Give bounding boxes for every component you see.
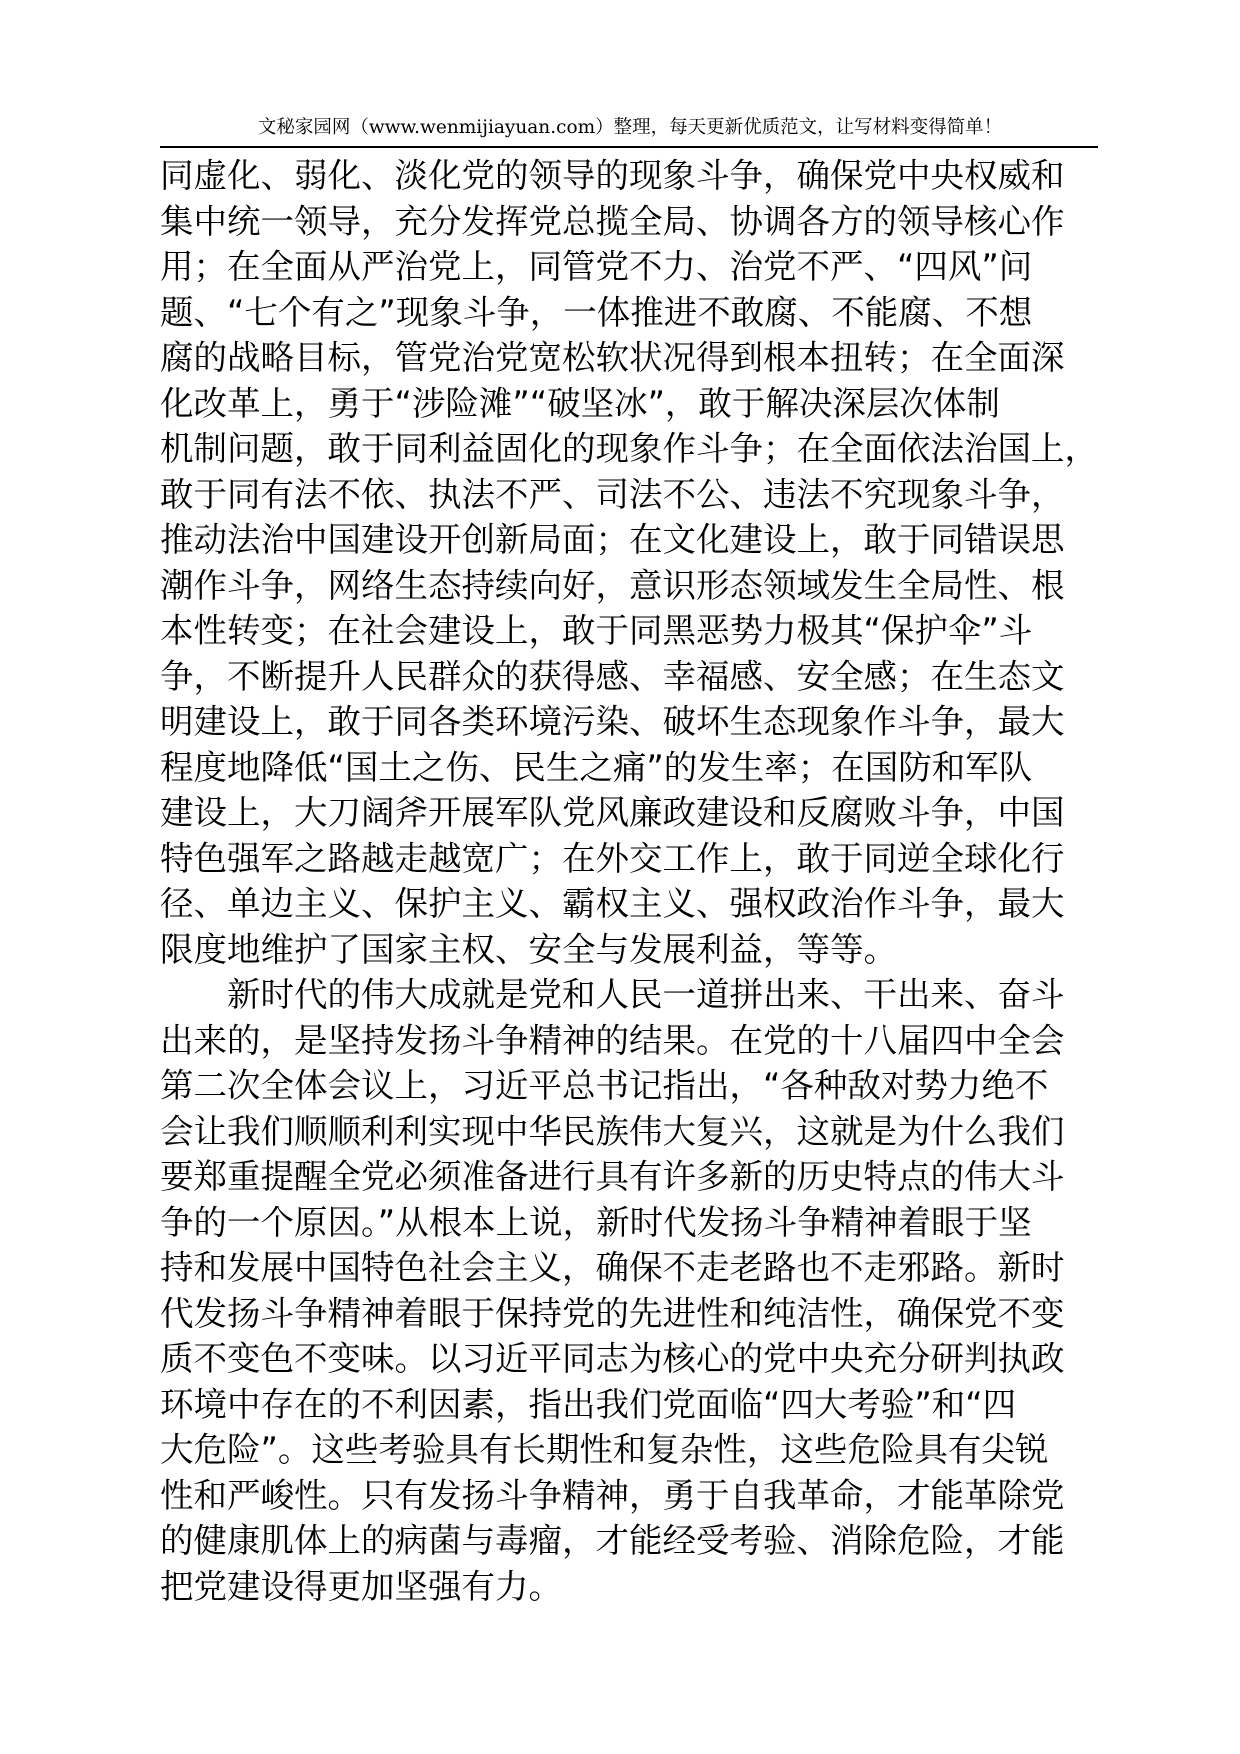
text-line: 化改革上，勇于“涉险滩”“破坚冰”，敢于解决深层次体制 — [160, 383, 1000, 423]
text-line: 出来的，是坚持发扬斗争精神的结果。在党的十八届四中全会 — [160, 1020, 1065, 1060]
text-line: 建设上，大刀阔斧开展军队党风廉政建设和反腐败斗争，中国 — [160, 793, 1065, 832]
text-line: 同虚化、弱化、淡化党的领导的现象斗争，确保党中央权威和 — [160, 156, 1065, 195]
text-line: 环境中存在的不利因素，指出我们党面临“四大考验”和“四 — [160, 1384, 1017, 1424]
text-line: 的健康肌体上的病菌与毒瘤，才能经受考验、消除危险，才能 — [160, 1521, 1065, 1560]
header-divider — [160, 146, 1098, 148]
text-line: 腐的战略目标，管党治党宽松软状况得到根本扭转；在全面深 — [160, 338, 1065, 377]
text-line: 大危险”。这些考验具有长期性和复杂性，这些危险具有尖锐 — [160, 1430, 1049, 1469]
text-line: 争的一个原因。”从根本上说，新时代发扬斗争精神着眼于坚 — [160, 1202, 1032, 1242]
page-header: 文秘家园网（www.wenmijiayuan.com）整理，每天更新优质范文，让写材料变得简单！ — [257, 117, 1003, 138]
text-line: 径、单边主义、保护主义、霸权主义、强权政治作斗争，最大 — [160, 884, 1065, 923]
text-line: 限度地维护了国家主权、安全与发展利益，等等。 — [160, 929, 897, 969]
text-line: 题、“七个有之”现象斗争，一体推进不敢腐、不能腐、不想 — [160, 292, 1033, 332]
text-line: 特色强军之路越走越宽广；在外交工作上，敢于同逆全球化行 — [160, 838, 1065, 878]
document-body — [160, 153, 1120, 1609]
text-line: 本性转变；在社会建设上，敢于同黑恶势力极其“保护伞”斗 — [160, 611, 1033, 650]
text-line: 推动法治中国建设开创新局面；在文化建设上，敢于同错误思 — [160, 520, 1065, 559]
text-line: 集中统一领导，充分发挥党总揽全局、协调各方的领导核心作 — [160, 201, 1065, 241]
text-line: 争，不断提升人民群众的获得感、幸福感、安全感；在生态文 — [160, 656, 1065, 696]
paragraph-first-line: 新时代的伟大成就是党和人民一道拼出来、干出来、奋斗 — [227, 975, 1065, 1014]
text-line: 程度地降低“国土之伤、民生之痛”的发生率；在国防和军队 — [160, 747, 1033, 787]
text-line: 质不变色不变味。以习近平同志为核心的党中央充分研判执政 — [160, 1339, 1065, 1378]
text-line: 敢于同有法不依、执法不严、司法不公、违法不究现象斗争， — [160, 474, 1065, 514]
text-line: 要郑重提醒全党必须准备进行具有许多新的历史特点的伟大斗 — [160, 1157, 1065, 1196]
text-line: 性和严峻性。只有发扬斗争精神，勇于自我革命，才能革除党 — [160, 1475, 1065, 1515]
text-line: 机制问题，敢于同利益固化的现象作斗争；在全面依法治国上， — [160, 429, 1098, 468]
text-line: 第二次全体会议上，习近平总书记指出，“各种敌对势力绝不 — [160, 1066, 1049, 1105]
text-line: 会让我们顺顺利利实现中华民族伟大复兴，这就是为什么我们 — [160, 1111, 1065, 1151]
text-line: 持和发展中国特色社会主义，确保不走老路也不走邪路。新时 — [160, 1248, 1065, 1287]
text-line: 潮作斗争，网络生态持续向好，意识形态领域发生全局性、根 — [160, 565, 1065, 605]
text-line: 明建设上，敢于同各类环境污染、破坏生态现象作斗争，最大 — [160, 702, 1065, 741]
text-line: 用；在全面从严治党上，同管党不力、治党不严、“四风”问 — [160, 247, 1033, 286]
text-line: 代发扬斗争精神着眼于保持党的先进性和纯洁性，确保党不变 — [160, 1293, 1065, 1333]
text-line: 把党建设得更加坚强有力。 — [160, 1566, 562, 1606]
